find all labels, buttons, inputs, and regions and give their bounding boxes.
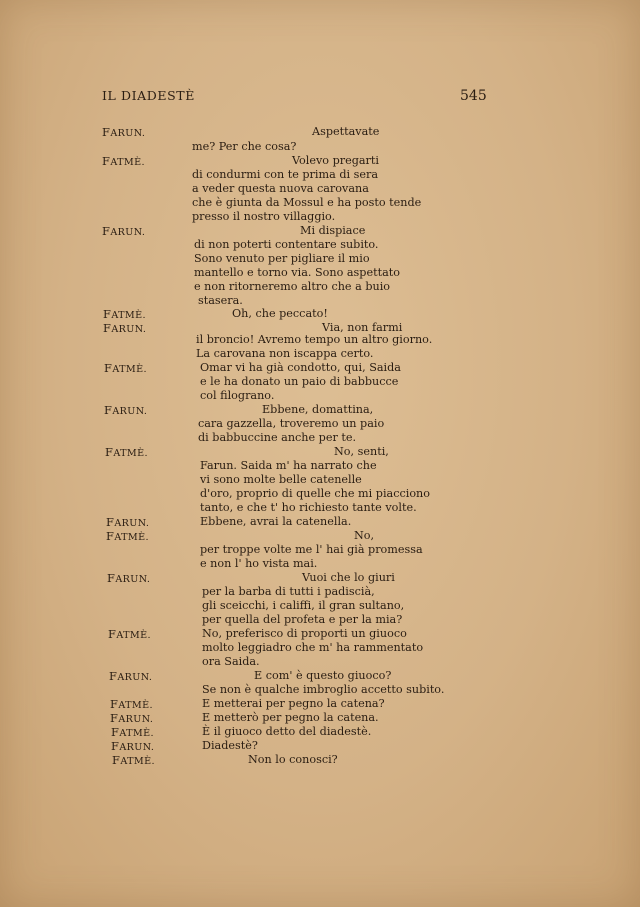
verse-line: di condurmi con te prima di sera (192, 168, 378, 181)
speaker-label: FATMÈ. (102, 154, 145, 168)
verse-line: Ebbene, domattina, (262, 403, 374, 416)
verse-line: Volevo pregarti (292, 154, 379, 167)
verse-line: Vuoi che lo giuri (302, 571, 395, 584)
verse-line: Omar vi ha già condotto, qui, Saida (200, 361, 401, 374)
verse-line: a veder questa nuova carovana (192, 182, 369, 195)
speaker-label: FATMÈ. (106, 529, 149, 543)
verse-line: Sono venuto per pigliare il mio (194, 252, 370, 265)
verse-line: me? Per che cosa? (192, 140, 297, 153)
running-title: IL DIADESTÈ (102, 88, 195, 103)
verse-line: Oh, che peccato! (232, 307, 328, 320)
speaker-label: FARUN. (102, 125, 146, 139)
verse-line: E metterai per pegno la catena? (202, 697, 385, 710)
speaker-label: FATMÈ. (111, 725, 154, 739)
speaker-label: FARUN. (107, 571, 151, 585)
verse-line: per quella del profeta e per la mia? (202, 613, 403, 626)
verse-line: No, senti, (334, 445, 389, 458)
speaker-label: FARUN. (106, 515, 150, 529)
verse-line: di non poterti contentare subito. (194, 238, 379, 251)
verse-line: No, (354, 529, 375, 542)
speaker-label: FARUN. (110, 711, 154, 725)
speaker-label: FATMÈ. (110, 697, 153, 711)
verse-line: per troppe volte me l' hai già promessa (200, 543, 423, 556)
page-number: 545 (460, 88, 487, 104)
speaker-label: FATMÈ. (104, 361, 147, 375)
speaker-label: FARUN. (104, 403, 148, 417)
verse-line: Farun. Saida m' ha narrato che (200, 459, 377, 472)
verse-line: Ebbene, avrai la catenella. (200, 515, 352, 528)
verse-line: presso il nostro villaggio. (192, 210, 336, 223)
verse-line: Aspettavate (312, 125, 380, 138)
verse-line: per la barba di tutti i padiscià, (202, 585, 375, 598)
verse-line: Se non è qualche imbroglio accetto subito. (202, 683, 445, 696)
verse-line: col filograno. (200, 389, 275, 402)
verse-line: e non l' ho vista mai. (200, 557, 318, 570)
verse-line: mantello e torno via. Sono aspettato (194, 266, 400, 279)
verse-line: vi sono molte belle catenelle (200, 473, 362, 486)
verse-line: E metterò per pegno la catena. (202, 711, 379, 724)
verse-line: gli sceicchi, i califfi, il gran sultano, (202, 599, 405, 612)
verse-line: E com' è questo giuoco? (254, 669, 392, 682)
speaker-label: FARUN. (109, 669, 153, 683)
verse-line: stasera. (198, 294, 243, 307)
speaker-label: FARUN. (111, 739, 155, 753)
verse-line: tanto, e che t' ho richiesto tante volte. (200, 501, 417, 514)
verse-line: il broncio! Avremo tempo un altro giorno. (196, 333, 433, 346)
verse-line: ora Saida. (202, 655, 260, 668)
verse-line: La carovana non iscappa certo. (196, 347, 374, 360)
speaker-label: FATMÈ. (112, 753, 155, 767)
verse-line: Diadestè? (202, 739, 258, 752)
verse-line: Mi dispiace (300, 224, 366, 237)
verse-line: e le ha donato un paio di babbucce (200, 375, 399, 388)
speaker-label: FARUN. (102, 224, 146, 238)
verse-line: e non ritorneremo altro che a buio (194, 280, 391, 293)
verse-line: molto leggiadro che m' ha rammentato (202, 641, 424, 654)
speaker-label: FATMÈ. (108, 627, 151, 641)
speaker-label: FATMÈ. (105, 445, 148, 459)
speaker-label: FARUN. (103, 321, 147, 335)
verse-line: È il giuoco detto del diadestè. (202, 725, 372, 738)
verse-line: cara gazzella, troveremo un paio (198, 417, 385, 430)
verse-line: Via, non farmi (322, 321, 403, 334)
verse-line: d'oro, proprio di quelle che mi piacciono (200, 487, 430, 500)
verse-line: Non lo conosci? (248, 753, 338, 766)
verse-line: che è giunta da Mossul e ha posto tende (192, 196, 422, 209)
verse-line: di babbuccine anche per te. (198, 431, 357, 444)
speaker-label: FATMÈ. (103, 307, 146, 321)
verse-line: No, preferisco di proporti un giuoco (202, 627, 407, 640)
